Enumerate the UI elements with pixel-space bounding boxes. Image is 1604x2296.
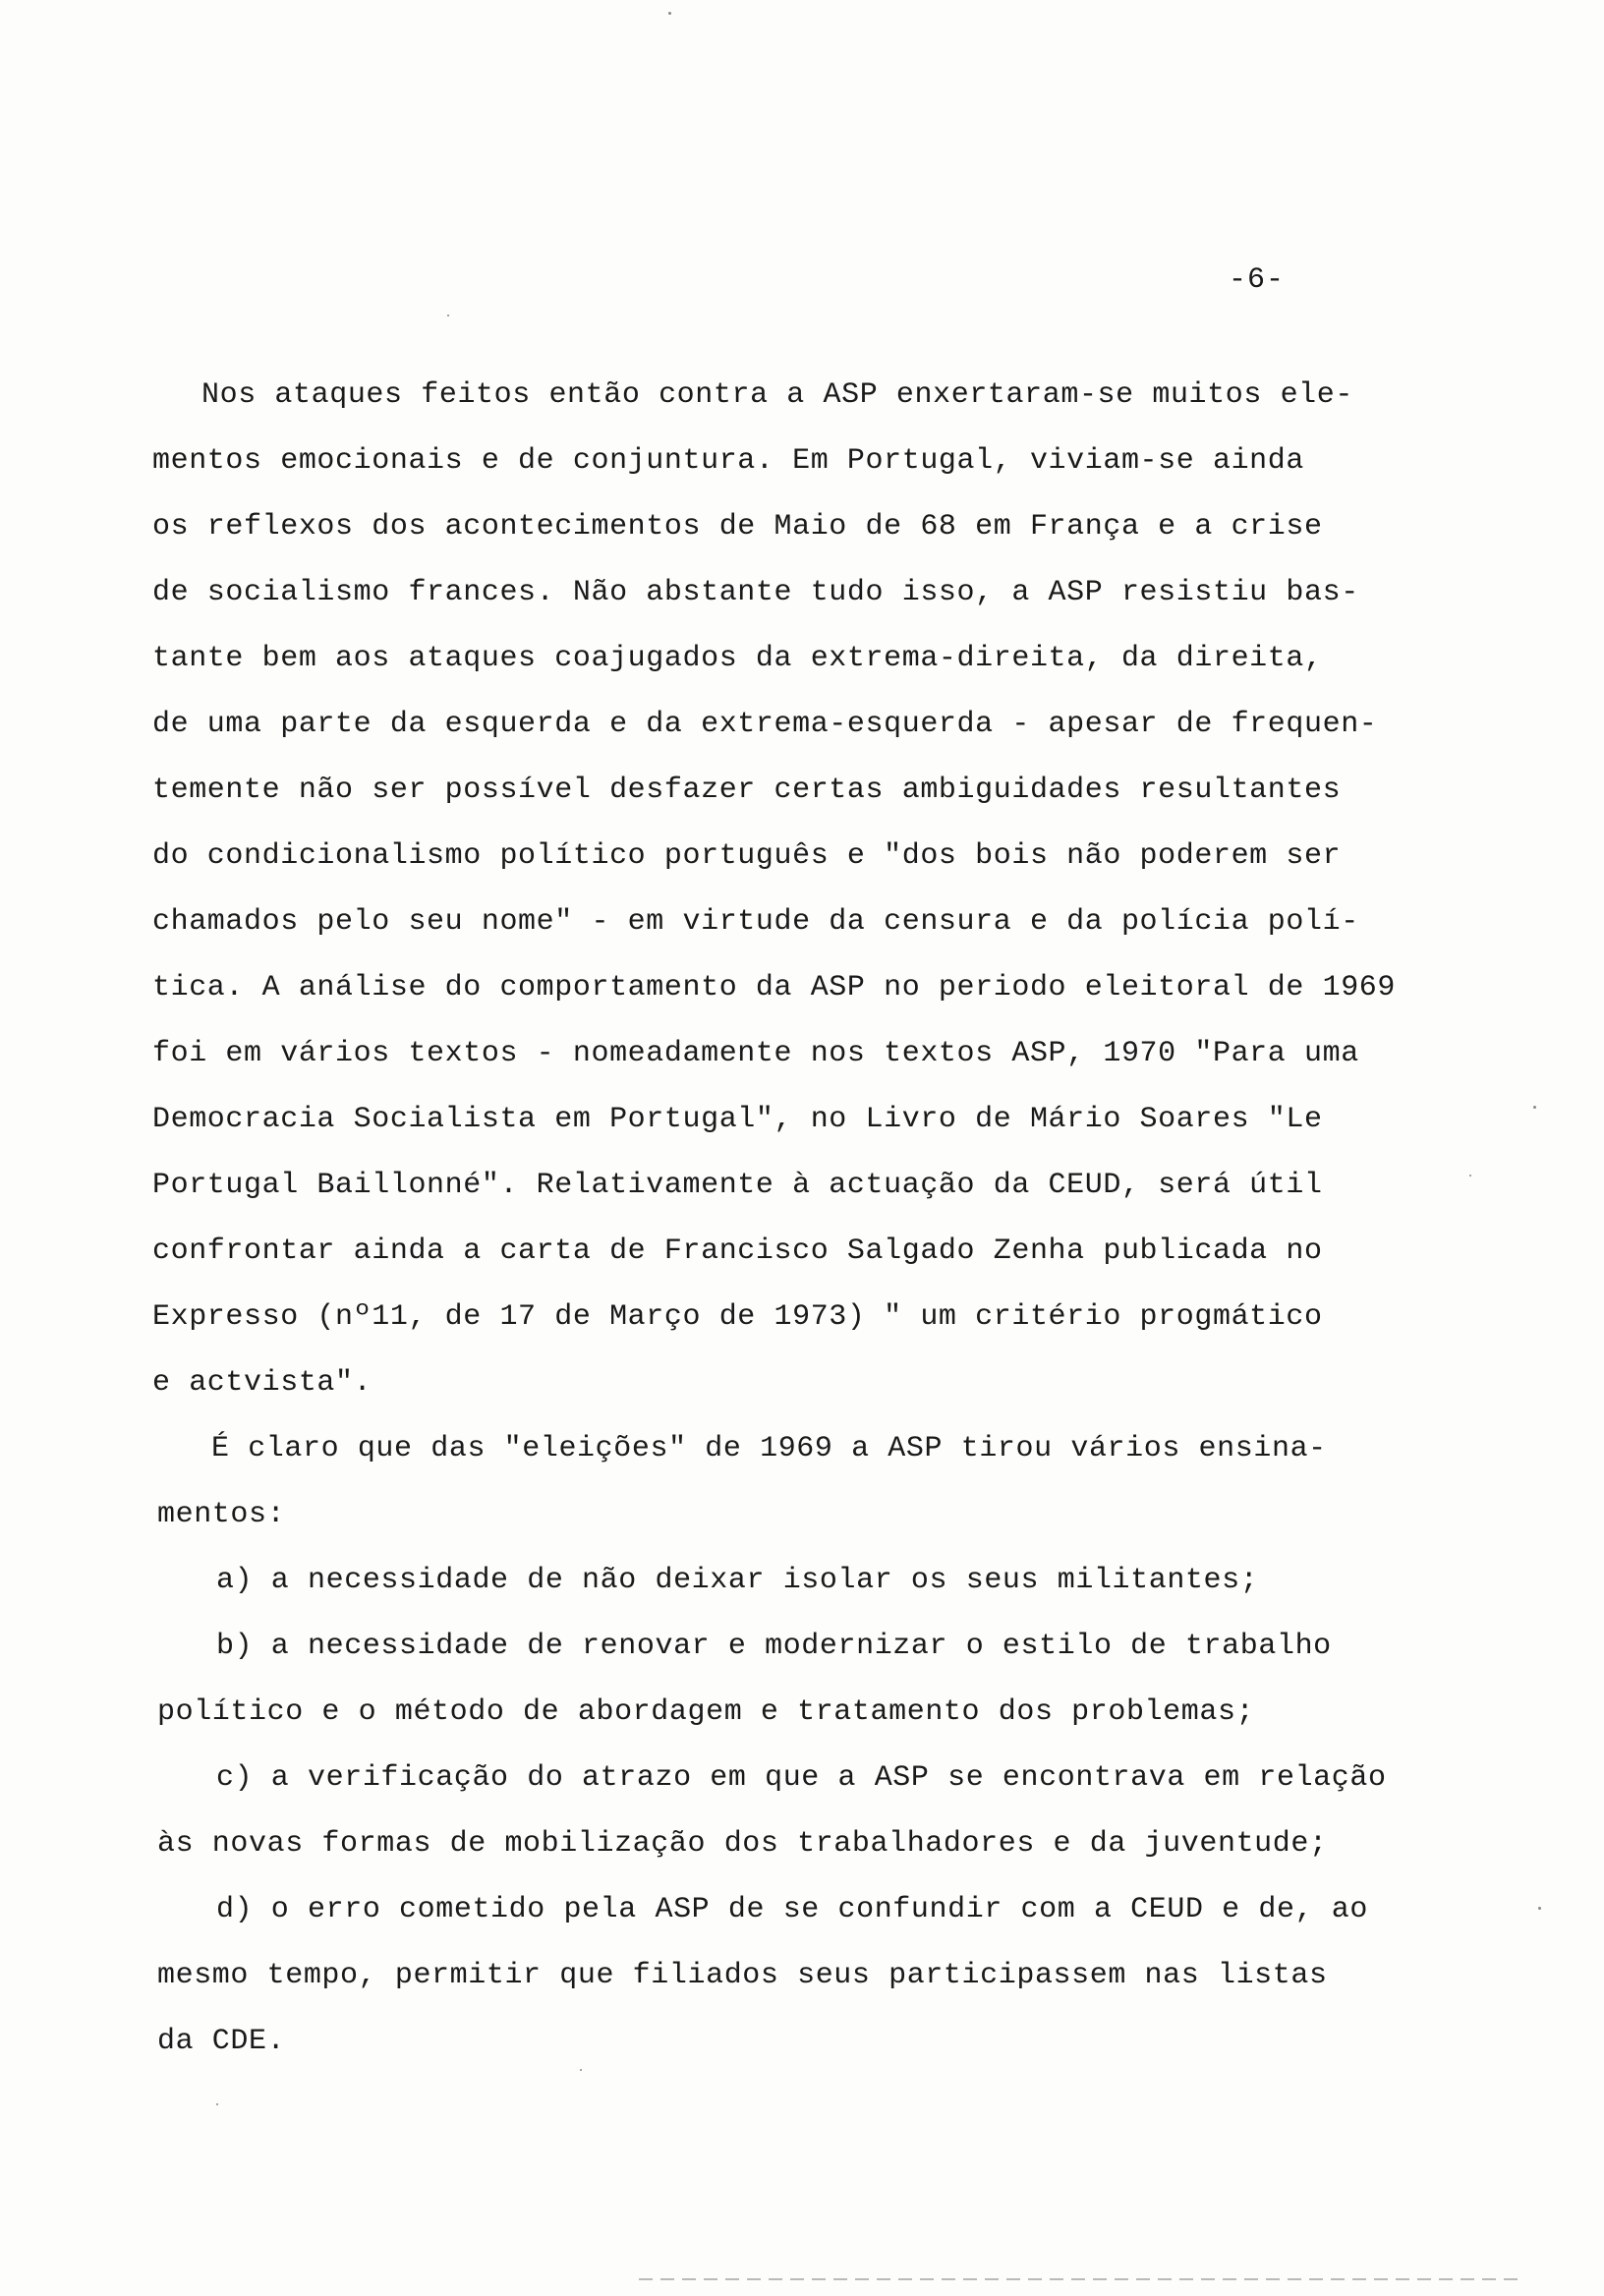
text-line-12: Democracia Socialista em Portugal", no Livro de Mário Soares "Le	[152, 1103, 1323, 1136]
scan-speck	[1538, 1907, 1541, 1910]
scan-edge-rule	[639, 2278, 1523, 2280]
text-line-10: tica. A análise do comportamento da ASP no periodo eleitoral de 1969	[152, 971, 1396, 1004]
text-line-4: de socialismo frances. Não abstante tudo isso, a ASP resistiu bas-	[152, 576, 1359, 609]
page-number: -6-	[1229, 263, 1286, 297]
text-line-17: É claro que das "eleições" de 1969 a ASP tirou vários ensina-	[211, 1432, 1327, 1465]
list-item-b: b) a necessidade de renovar e modernizar o estilo de trabalho	[216, 1630, 1332, 1663]
list-item-c: c) a verificação do atrazo em que a ASP se encontrava em relação	[216, 1761, 1387, 1795]
text-line-2: mentos emocionais e de conjuntura. Em Portugal, viviam-se ainda	[152, 444, 1304, 478]
text-line-13: Portugal Baillonné". Relativamente à actuação da CEUD, será útil	[152, 1169, 1323, 1202]
text-line-15: Expresso (nº11, de 17 de Março de 1973) " um critério progmático	[152, 1300, 1323, 1334]
text-line-5: tante bem aos ataques coajugados da extrema-direita, da direita,	[152, 642, 1323, 675]
text-line-6: de uma parte da esquerda e da extrema-esquerda - apesar de frequen-	[152, 708, 1378, 741]
text-line-7: temente não ser possível desfazer certas ambiguidades resultantes	[152, 774, 1342, 807]
scan-speck	[1533, 1106, 1536, 1109]
text-line-14: confrontar ainda a carta de Francisco Salgado Zenha publicada no	[152, 1234, 1323, 1268]
text-line-1: Nos ataques feitos então contra a ASP enxertaram-se muitos ele-	[201, 378, 1353, 412]
list-item-d-end: da CDE.	[157, 2025, 286, 2058]
list-item-c-cont: às novas formas de mobilização dos trabalhadores e da juventude;	[157, 1827, 1328, 1861]
text-line-8: do condicionalismo político português e "dos bois não poderem ser	[152, 839, 1342, 873]
scan-speck	[580, 2069, 582, 2071]
text-line-18: mentos:	[157, 1498, 286, 1531]
list-item-a: a) a necessidade de não deixar isolar os seus militantes;	[216, 1564, 1259, 1597]
scan-speck	[1469, 1175, 1471, 1177]
text-line-9: chamados pelo seu nome" - em virtude da censura e da polícia polí-	[152, 905, 1359, 939]
scan-speck	[447, 315, 449, 316]
list-item-d-cont: mesmo tempo, permitir que filiados seus participassem nas listas	[157, 1959, 1328, 1992]
text-line-3: os reflexos dos acontecimentos de Maio de 68 em França e a crise	[152, 510, 1323, 544]
text-line-11: foi em vários textos - nomeadamente nos textos ASP, 1970 "Para uma	[152, 1037, 1359, 1070]
scan-speck	[216, 2103, 218, 2105]
text-line-16: e actvista".	[152, 1366, 372, 1400]
scan-speck	[668, 12, 671, 15]
list-item-b-cont: político e o método de abordagem e tratamento dos problemas;	[157, 1695, 1255, 1729]
list-item-d: d) o erro cometido pela ASP de se confundir com a CEUD e de, ao	[216, 1893, 1368, 1926]
